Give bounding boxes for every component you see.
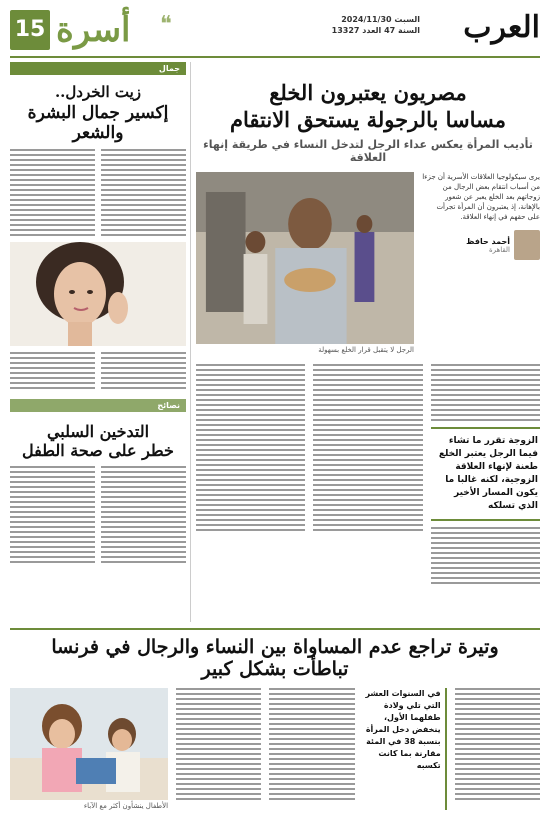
smoking-text-col — [101, 466, 186, 563]
bottom-headline-line2: تباطأت بشكل كبير — [201, 658, 349, 680]
bottom-text — [455, 688, 540, 810]
author-box — [422, 230, 540, 260]
author-avatar — [514, 230, 540, 260]
main-text — [431, 527, 540, 584]
bottom-rule — [10, 628, 540, 630]
issue-info — [332, 14, 420, 36]
main-top-row — [196, 172, 540, 354]
author-name: أحمد حافظ — [466, 236, 510, 246]
bottom-pull-quote: في السنوات العشر التي تلي ولادة طفلهما الأول، ينخفض دخل المرأة بنسبة 38 في المئة مقارنة بما كانت تكسبه — [363, 688, 447, 810]
bottom-text — [269, 688, 354, 810]
bottom-row — [10, 688, 540, 810]
bottom-photo-block — [10, 688, 168, 810]
beauty-body-more — [10, 352, 186, 389]
beauty-headline-line2: إكسير جمال البشرة والشعر — [27, 103, 169, 143]
main-body — [196, 364, 540, 584]
beauty-photo — [10, 242, 186, 346]
issue-date: السبت 2024/11/30 — [341, 15, 420, 24]
main-text — [196, 364, 305, 531]
beauty-body — [10, 149, 186, 236]
quote-mark-icon: ❝ — [160, 12, 172, 37]
smoking-text-col — [10, 466, 95, 563]
main-photo — [196, 172, 414, 344]
bottom-headline-line1: وتيرة تراجع عدم المساواة بين النساء والرجال في فرنسا — [51, 636, 499, 658]
main-col-3 — [196, 364, 305, 584]
newspaper-logo: العرب — [463, 10, 540, 45]
main-headline-line1: مصريون يعتبرون الخلع — [269, 80, 467, 105]
main-photo-block — [196, 172, 414, 354]
beauty-tag: جمال — [10, 62, 186, 75]
main-text — [431, 364, 540, 421]
main-pull-quote: الزوجة تقرر ما تشاء فيما الرجل يعتبر الخلع طعنة لإنهاء العلاقة الزوجية، لكنه غالبا ما يكون المسار الأخير الذي تسلكه — [431, 427, 540, 521]
bottom-story — [10, 628, 540, 814]
masthead — [10, 8, 540, 54]
author-place: القاهرة — [489, 245, 510, 254]
beauty-text-col — [10, 149, 95, 236]
column-divider — [190, 62, 191, 622]
main-intro-block — [422, 172, 540, 354]
main-col-2 — [313, 364, 422, 584]
smoking-headline-line2: خطر على صحة الطفل — [22, 441, 174, 460]
smoking-body — [10, 466, 186, 563]
beauty-text-col — [10, 352, 95, 389]
main-col-1 — [431, 364, 540, 584]
beauty-headline-line1: زيت الخردل.. — [54, 83, 142, 101]
main-photo-caption: الرجل لا يتقبل قرار الخلع بسهولة — [318, 346, 414, 354]
main-story — [196, 62, 540, 622]
beauty-text-col — [101, 149, 186, 236]
main-text — [313, 364, 422, 531]
bottom-photo-caption: الأطفال ينشأون أكثر مع الآباء — [83, 802, 169, 810]
main-headline-line2: مساسا بالرجولة يستحق الانتقام — [229, 107, 507, 132]
beauty-text-col — [101, 352, 186, 389]
smoking-tag: نصائح — [10, 399, 186, 412]
section-title: أسرة — [56, 10, 131, 50]
bottom-photo — [10, 688, 168, 800]
main-subheadline: تأديب المرأة يعكس عداء الرجل لتدخل النساء في طريقة إنهاء العلاقة — [203, 138, 533, 164]
masthead-rule — [10, 56, 540, 58]
main-intro: يرى سيكولوجيا العلاقات الأسرية أن جزءا من أسباب انتقام بعض الرجال من زوجاتهم بعد الخلع يعبر عن شعور بالإهانة، إذ يعتبرون أن المرأة تجرأت على حقهم في إنهاء العلاقة. — [422, 173, 540, 221]
left-column — [10, 62, 186, 622]
page-number: 15 — [10, 10, 50, 50]
smoking-headline-line1: التدخين السلبي — [46, 422, 150, 441]
bottom-text — [176, 688, 261, 810]
issue-number: السنة 47 العدد 13327 — [331, 26, 420, 35]
